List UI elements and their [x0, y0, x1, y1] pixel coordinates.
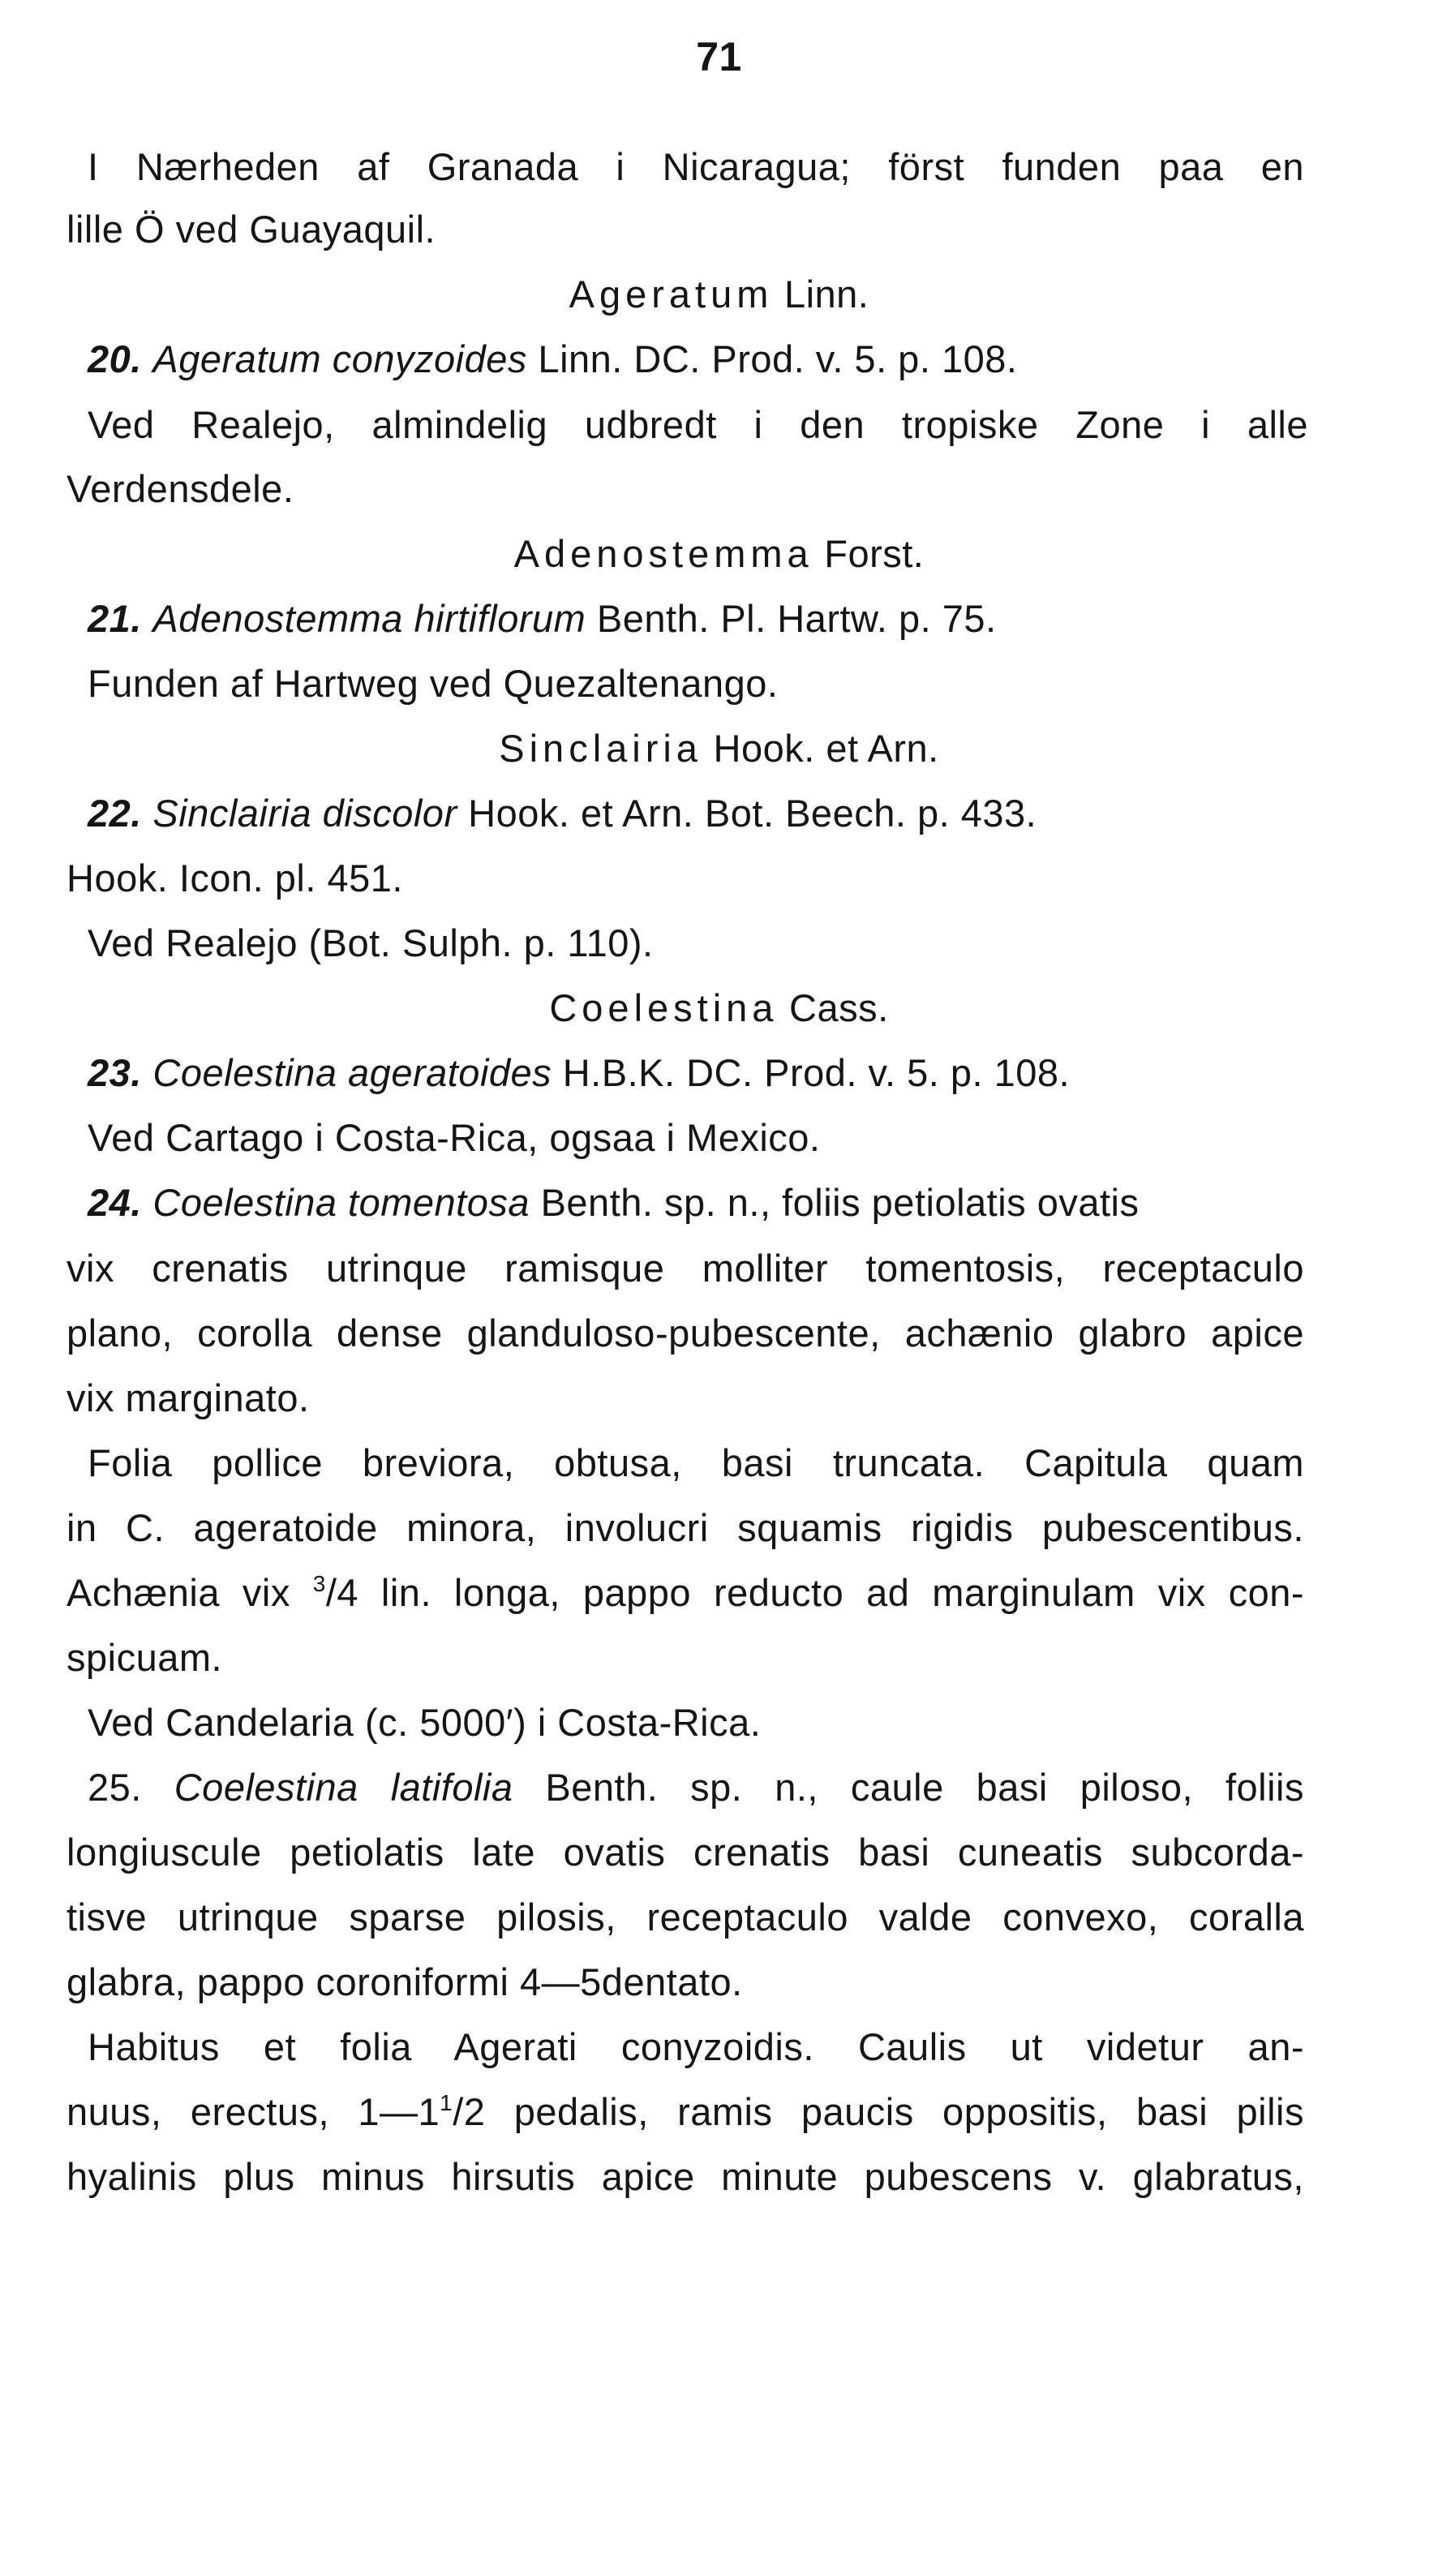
species-entry	[88, 596, 1438, 642]
text-line: plano, corolla dense glanduloso-pubescente, achænio glabro apice	[67, 1312, 1304, 1355]
text-line: longiuscule petiolatis late ovatis crenatis basi cuneatis subcorda-	[67, 1831, 1304, 1874]
species-citation: Linn. DC. Prod. v. 5. p. 108.	[526, 337, 1018, 380]
text-fragment: /4 lin. longa, pappo reducto ad marginulam vix con-	[325, 1571, 1304, 1614]
species-citation: Benth. Pl. Hartw. p. 75.	[586, 597, 997, 640]
text-line: tisve utrinque sparse pilosis, receptaculo valde convexo, coralla	[67, 1896, 1304, 1938]
text-line: in C. ageratoide minora, involucri squamis rigidis pubescentibus.	[67, 1506, 1304, 1549]
species-number: 23.	[88, 1051, 142, 1094]
fraction-numerator: 3	[312, 1571, 326, 1596]
genus-name: Ageratum	[569, 273, 774, 316]
genus-heading	[0, 272, 1438, 317]
genus-heading	[0, 726, 1438, 771]
species-name: Coelestina ageratoides	[152, 1051, 552, 1094]
species-entry	[88, 1050, 1438, 1096]
genus-authority: Hook. et Arn.	[702, 727, 939, 770]
species-citation: H.B.K. DC. Prod. v. 5. p. 108.	[552, 1051, 1071, 1094]
genus-name: Coelestina	[549, 986, 779, 1029]
text-line	[67, 1570, 1304, 1616]
text-line	[67, 2089, 1304, 2135]
species-name: Coelestina latifolia	[174, 1766, 513, 1809]
genus-authority: Linn.	[773, 273, 869, 316]
species-number: 24.	[88, 1181, 142, 1224]
fraction-numerator: 1	[440, 2090, 453, 2115]
species-number: 20.	[88, 337, 142, 380]
text-line: glabra, pappo coroniformi 4—5dentato.	[67, 1960, 743, 2003]
text-fragment: Achænia vix	[67, 1571, 313, 1614]
species-number: 21.	[88, 597, 142, 640]
text-line: Ved Cartago i Costa-Rica, ogsaa i Mexico.	[88, 1116, 821, 1159]
text-line: Folia pollice breviora, obtusa, basi truncata. Capitula quam	[88, 1441, 1304, 1484]
text-line: spicuam.	[67, 1636, 223, 1679]
species-citation: Hook. et Arn. Bot. Beech. p. 433.	[457, 792, 1037, 835]
text-line: Funden af Hartweg ved Quezaltenango.	[88, 662, 779, 705]
text-line: vix crenatis utrinque ramisque molliter tomentosis, receptaculo	[67, 1247, 1304, 1290]
species-entry	[88, 337, 1438, 382]
species-entry	[88, 1765, 1304, 1810]
species-entry	[88, 791, 1438, 836]
text-line: Habitus et folia Agerati conyzoidis. Caulis ut videtur an-	[88, 2025, 1304, 2068]
species-name: Adenostemma hirtiflorum	[152, 597, 586, 640]
text-line: Ved Candelaria (c. 5000′) i Costa-Rica.	[88, 1701, 762, 1744]
species-entry	[88, 1180, 1438, 1226]
text-line: lille Ö ved Guayaquil.	[67, 208, 436, 251]
genus-name: Adenostemma	[513, 532, 813, 575]
genus-heading	[0, 985, 1438, 1031]
text-line: I Nærheden af Granada i Nicaragua; först funden paa en	[88, 145, 1304, 188]
text-fragment: /2 pedalis, ramis paucis oppositis, basi pilis	[453, 2090, 1304, 2133]
page-number: 71	[696, 34, 742, 79]
genus-heading	[0, 531, 1438, 577]
text-line: Ved Realejo (Bot. Sulph. p. 110).	[88, 921, 654, 964]
text-line: vix marginato.	[67, 1376, 310, 1419]
species-number: 25.	[88, 1766, 142, 1809]
text-line: Verdensdele.	[67, 467, 294, 510]
text-fragment: nuus, erectus, 1—1	[67, 2090, 440, 2133]
genus-authority: Cass.	[778, 986, 889, 1029]
text-line: Ved Realejo, almindelig udbredt i den tropiske Zone i alle	[88, 403, 1308, 446]
species-description: Benth. sp. n., caule basi piloso, foliis	[513, 1766, 1304, 1809]
text-line: hyalinis plus minus hirsutis apice minute pubescens v. glabratus,	[67, 2155, 1304, 2198]
species-description: Benth. sp. n., foliis petiolatis ovatis	[530, 1181, 1140, 1224]
genus-authority: Forst.	[813, 532, 925, 575]
genus-name: Sinclairia	[499, 727, 702, 770]
species-name: Coelestina tomentosa	[152, 1181, 530, 1224]
species-name: Sinclairia discolor	[152, 792, 457, 835]
species-name: Ageratum conyzoides	[152, 337, 527, 380]
species-number: 22.	[88, 792, 142, 835]
text-line: Hook. Icon. pl. 451.	[67, 857, 403, 899]
